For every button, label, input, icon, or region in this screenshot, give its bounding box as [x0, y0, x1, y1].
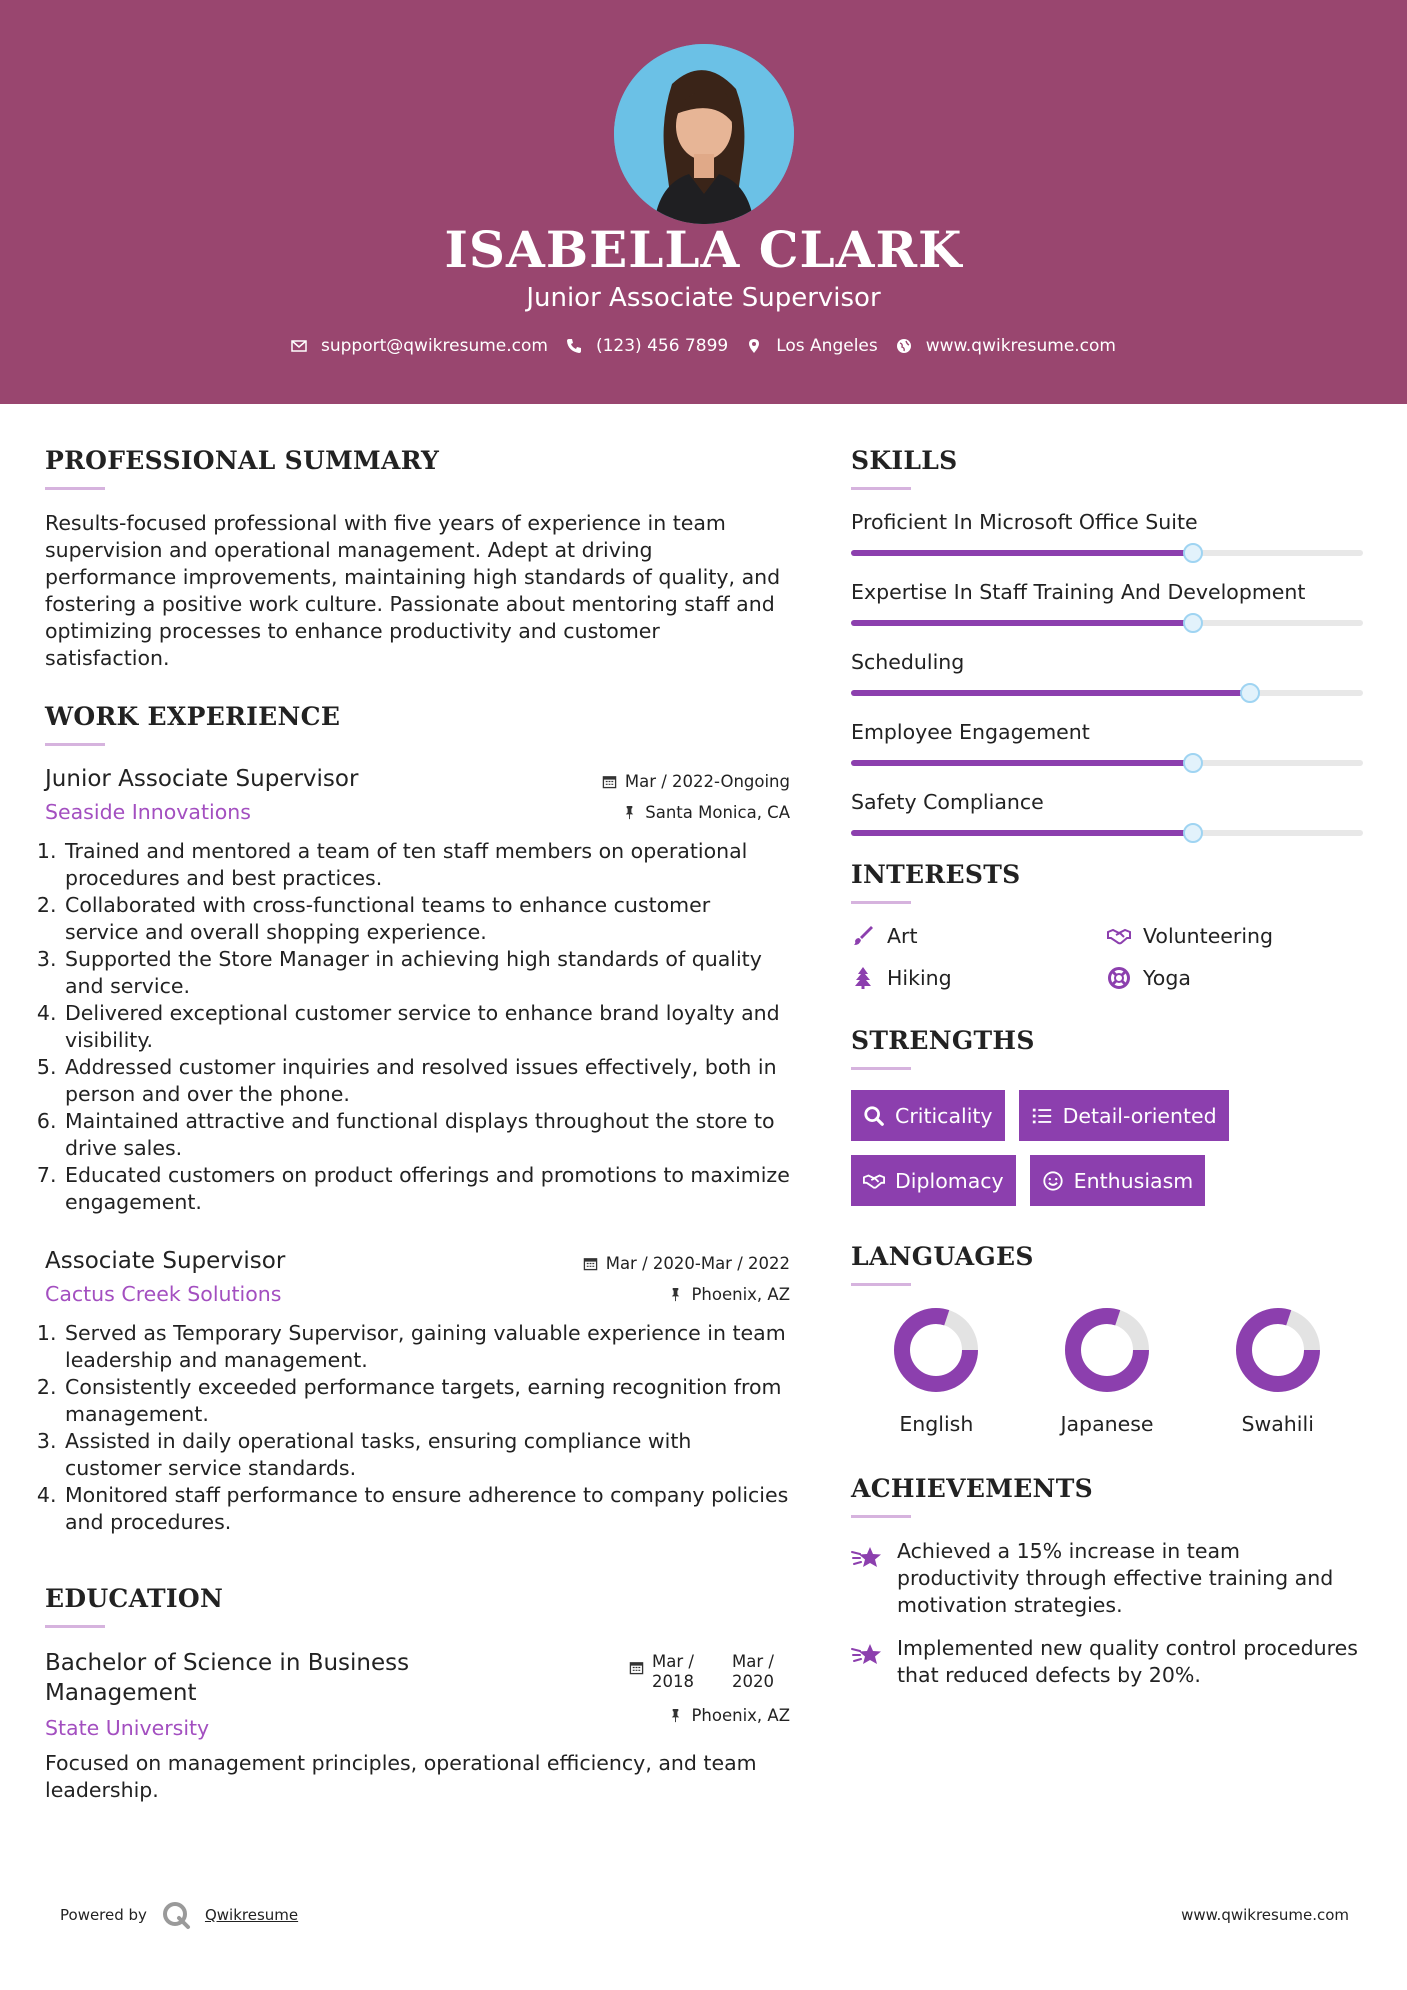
section-divider — [851, 1515, 911, 1518]
skill-name: Safety Compliance — [851, 790, 1044, 814]
skill-bar-knob — [1183, 753, 1203, 773]
languages-heading: LANGUAGES — [851, 1242, 1034, 1271]
bullet-item: 1. Trained and mentored a team of ten staff members on operational procedures and best practices. — [63, 838, 790, 892]
degree-name: Bachelor of Science in Business Management — [45, 1650, 410, 1706]
calendar-icon — [602, 774, 617, 789]
skill-bar — [851, 830, 1363, 836]
interest-item — [851, 966, 1107, 990]
interest-item — [851, 924, 1107, 948]
education-location: Phoenix, AZ — [629, 1706, 790, 1725]
achievement-item — [851, 1538, 1363, 1619]
phone-text: (123) 456 7899 — [595, 336, 729, 356]
achievement-text: Implemented new quality control procedures that reduced defects by 20%. — [897, 1636, 1358, 1687]
email-text: support@qwikresume.com — [321, 336, 548, 356]
bullet-item: 2. Collaborated with cross-functional teams to enhance customer service and overall shopping experience. — [63, 892, 790, 946]
job-bullets — [45, 838, 790, 1216]
skill-item — [851, 580, 1363, 626]
lifering-icon — [1107, 966, 1131, 990]
candidate-name: ISABELLA CLARK — [444, 220, 963, 279]
candidate-title: Junior Associate Supervisor — [526, 283, 881, 313]
tree-icon — [851, 966, 875, 990]
footer-branding — [60, 1900, 298, 1930]
skills-heading: SKILLS — [851, 446, 958, 475]
resume-header — [0, 0, 1407, 404]
calendar-icon — [583, 1256, 598, 1271]
interest-label: Volunteering — [1143, 924, 1274, 948]
contact-phone[interactable] — [566, 336, 728, 356]
search-icon — [863, 1105, 885, 1127]
education-date — [629, 1652, 790, 1692]
powered-by-text: Powered by — [60, 1906, 147, 1924]
skill-item — [851, 720, 1363, 766]
envelope-icon — [291, 338, 307, 354]
education-description: Focused on management principles, operational efficiency, and team leadership. — [45, 1751, 757, 1802]
skill-name: Expertise In Staff Training And Development — [851, 580, 1306, 604]
bullet-item: 7. Educated customers on product offerings and promotions to maximize engagement. — [63, 1162, 790, 1216]
bullet-item: 3. Supported the Store Manager in achieving high standards of quality and service. — [63, 946, 790, 1000]
language-donut — [892, 1306, 980, 1394]
summary-heading: PROFESSIONAL SUMMARY — [45, 446, 440, 475]
education-end: Mar / 2020 — [732, 1652, 774, 1691]
language-donut — [1234, 1306, 1322, 1394]
shooting-star-icon — [851, 1639, 883, 1671]
strength-label: Enthusiasm — [1073, 1168, 1194, 1193]
profile-photo — [614, 44, 794, 224]
bullet-item: 3. Assisted in daily operational tasks, ensuring compliance with customer service standards. — [63, 1428, 790, 1482]
strength-tag — [851, 1155, 1016, 1206]
job-title: Associate Supervisor — [45, 1248, 286, 1274]
interests-heading: INTERESTS — [851, 860, 1021, 889]
company-name: Seaside Innovations — [45, 800, 251, 824]
skill-bar-knob — [1183, 823, 1203, 843]
skill-bar — [851, 620, 1363, 626]
list-icon — [1031, 1105, 1053, 1127]
achievement-text: Achieved a 15% increase in team productivity through effective training and motivation strategies. — [897, 1539, 1334, 1617]
education-heading: EDUCATION — [45, 1584, 224, 1613]
skill-bar-fill — [851, 620, 1193, 626]
website-text: www.qwikresume.com — [925, 336, 1116, 356]
location-text: Los Angeles — [776, 336, 878, 356]
job-location: Santa Monica, CA — [602, 803, 790, 822]
strength-tag — [851, 1090, 1005, 1141]
strengths-heading: STRENGTHS — [851, 1026, 1035, 1055]
skill-name: Scheduling — [851, 650, 965, 674]
interest-label: Hiking — [887, 966, 952, 990]
education-entry — [45, 1648, 790, 1804]
skill-bar-fill — [851, 690, 1250, 696]
pushpin-icon — [668, 1287, 683, 1302]
bullet-item: 1. Served as Temporary Supervisor, gaining valuable experience in team leadership and management. — [63, 1320, 790, 1374]
company-name: Cactus Creek Solutions — [45, 1282, 282, 1306]
job-entry — [45, 1248, 790, 1536]
strength-label: Detail-oriented — [1062, 1103, 1217, 1128]
right-column — [851, 446, 1363, 1705]
interest-item — [1107, 924, 1363, 948]
job-date: Mar / 2020-Mar / 2022 — [583, 1254, 790, 1273]
phone-icon — [566, 338, 582, 354]
skill-bar-knob — [1240, 683, 1260, 703]
contact-location — [746, 336, 878, 356]
section-divider — [45, 487, 105, 490]
strength-tag — [1030, 1155, 1206, 1206]
strength-label: Diplomacy — [895, 1168, 1004, 1193]
smile-icon — [1042, 1170, 1064, 1192]
qwikresume-link[interactable]: Qwikresume — [204, 1906, 299, 1924]
contact-email[interactable] — [291, 336, 548, 356]
section-divider — [851, 901, 911, 904]
education-start: Mar / 2018 — [652, 1652, 694, 1691]
language-name: English — [899, 1412, 974, 1436]
handshake-icon — [1107, 924, 1131, 948]
section-divider — [851, 487, 911, 490]
pushpin-icon — [668, 1708, 683, 1723]
paintbrush-icon — [851, 924, 875, 948]
language-name: Japanese — [1060, 1412, 1154, 1436]
section-divider — [851, 1067, 911, 1070]
contact-website[interactable] — [896, 336, 1116, 356]
skill-bar — [851, 690, 1363, 696]
interest-label: Yoga — [1143, 966, 1191, 990]
pushpin-icon — [622, 805, 637, 820]
skill-item — [851, 510, 1363, 556]
footer-website[interactable]: www.qwikresume.com — [1181, 1906, 1349, 1924]
skill-bar-knob — [1183, 543, 1203, 563]
languages-list — [851, 1306, 1363, 1436]
globe-icon — [896, 338, 912, 354]
skills-list — [851, 510, 1363, 836]
section-divider — [45, 1625, 105, 1628]
skill-bar-knob — [1183, 613, 1203, 633]
achievements-heading: ACHIEVEMENTS — [851, 1474, 1093, 1503]
job-bullets — [45, 1320, 790, 1536]
job-date: Mar / 2022-Ongoing — [602, 772, 790, 791]
section-divider — [851, 1283, 911, 1286]
job-title: Junior Associate Supervisor — [45, 766, 359, 792]
skill-bar-fill — [851, 760, 1193, 766]
skill-bar-fill — [851, 830, 1193, 836]
left-column — [45, 446, 790, 1804]
bullet-item: 6. Maintained attractive and functional displays throughout the store to drive sales. — [63, 1108, 790, 1162]
bullet-item: 4. Delivered exceptional customer service to enhance brand loyalty and visibility. — [63, 1000, 790, 1054]
interests-list — [851, 924, 1363, 990]
strengths-list — [851, 1090, 1363, 1206]
contact-bar — [0, 336, 1407, 356]
school-name: State University — [45, 1716, 210, 1740]
calendar-icon — [629, 1660, 644, 1675]
shooting-star-icon — [851, 1542, 883, 1574]
skill-item — [851, 650, 1363, 696]
language-donut — [1063, 1306, 1151, 1394]
skill-bar-fill — [851, 550, 1193, 556]
interest-label: Art — [887, 924, 918, 948]
experience-heading: WORK EXPERIENCE — [45, 702, 341, 731]
strength-tag — [1019, 1090, 1229, 1141]
language-item — [1192, 1306, 1363, 1436]
skill-name: Proficient In Microsoft Office Suite — [851, 510, 1198, 534]
map-pin-icon — [746, 338, 762, 354]
job-entry — [45, 766, 790, 1216]
language-item — [851, 1306, 1022, 1436]
bullet-item: 5. Addressed customer inquiries and resolved issues effectively, both in person and over the phone. — [63, 1054, 790, 1108]
skill-name: Employee Engagement — [851, 720, 1090, 744]
qwikresume-logo-icon — [161, 1900, 191, 1930]
achievements-list — [851, 1538, 1363, 1689]
summary-text: Results-focused professional with five years of experience in team supervision and operational management. Adept at driving performance improvements, maintaining high standards of quality, and fostering a positive work culture. Passionate about mentoring staff and optimizing processes to enhance productivity and customer satisfaction. — [45, 511, 781, 670]
strength-label: Criticality — [895, 1103, 993, 1128]
skill-bar — [851, 760, 1363, 766]
skill-item — [851, 790, 1363, 836]
section-divider — [45, 743, 105, 746]
handshake-icon — [863, 1170, 885, 1192]
bullet-item: 2. Consistently exceeded performance targets, earning recognition from management. — [63, 1374, 790, 1428]
achievement-item — [851, 1635, 1363, 1689]
language-name: Swahili — [1241, 1412, 1314, 1436]
bullet-item: 4. Monitored staff performance to ensure adherence to company policies and procedures. — [63, 1482, 790, 1536]
language-item — [1022, 1306, 1193, 1436]
job-location: Phoenix, AZ — [583, 1285, 790, 1304]
interest-item — [1107, 966, 1363, 990]
skill-bar — [851, 550, 1363, 556]
